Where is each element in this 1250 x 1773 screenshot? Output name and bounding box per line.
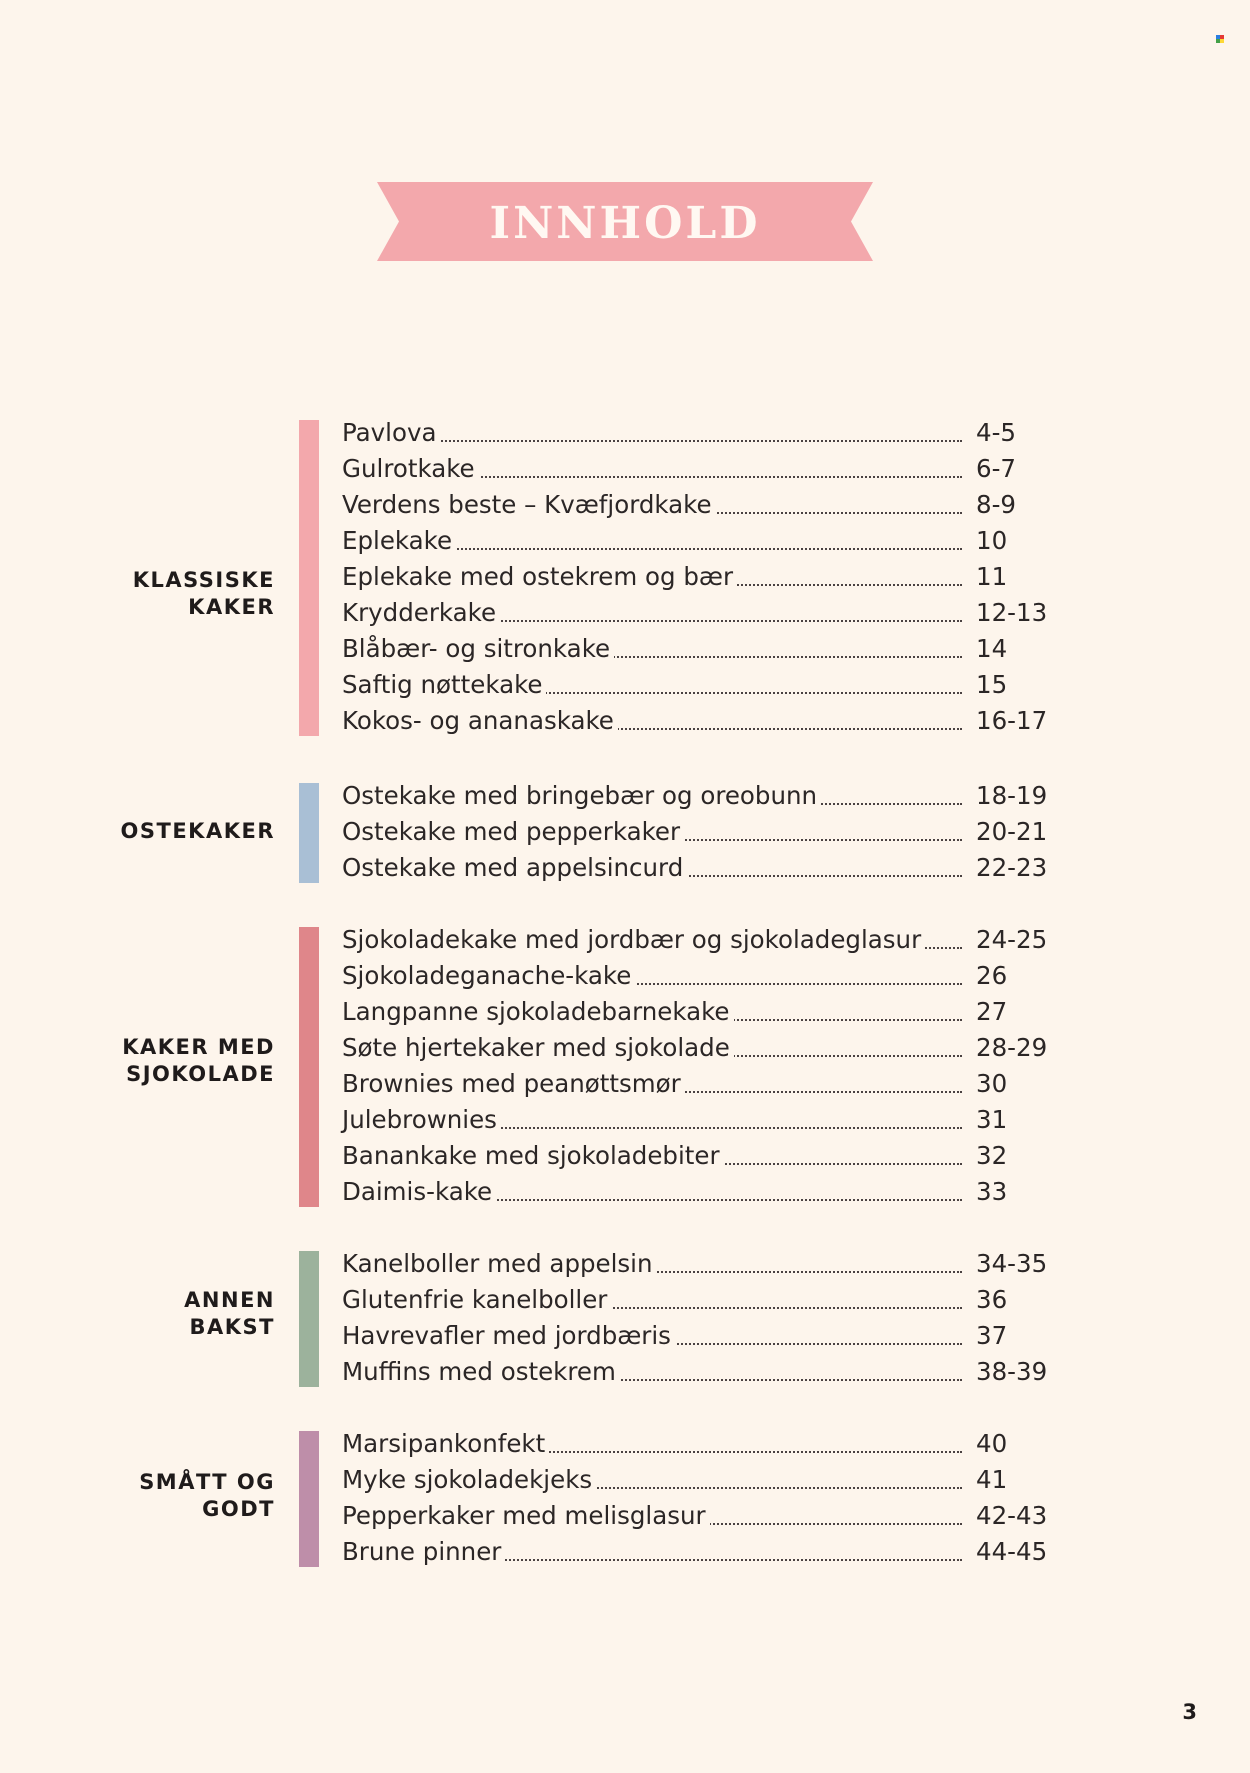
recipe-title: Julebrownies <box>342 1102 501 1138</box>
recipe-page-range: 27 <box>976 997 1008 1026</box>
recipe-title: Sjokoladekake med jordbær og sjokoladeglasur <box>342 922 925 958</box>
recipe-page-range: 10 <box>976 526 1008 555</box>
recipe-page-range: 32 <box>976 1141 1008 1170</box>
section-heading <box>139 1469 275 1523</box>
page-number: 3 <box>1182 1700 1197 1724</box>
toc-entry[interactable] <box>342 1066 1062 1102</box>
toc-entry[interactable] <box>342 994 1062 1030</box>
recipe-title: Blåbær- og sitronkake <box>342 631 614 667</box>
recipe-page-range: 16-17 <box>976 706 1048 735</box>
toc-entry[interactable] <box>342 778 1062 814</box>
toc-entry[interactable] <box>342 1318 1062 1354</box>
recipe-title: Eplekake <box>342 523 456 559</box>
recipe-page-range: 33 <box>976 1177 1008 1206</box>
recipe-title: Søte hjertekaker med sjokolade <box>342 1030 734 1066</box>
recipe-page-range: 37 <box>976 1321 1008 1350</box>
recipe-title: Brownies med peanøttsmør <box>342 1066 685 1102</box>
recipe-page-range: 8-9 <box>976 490 1017 519</box>
section-entry-list <box>342 415 1062 739</box>
recipe-page-range: 4-5 <box>976 418 1017 447</box>
section-entry-list <box>342 922 1062 1210</box>
recipe-page-range: 42-43 <box>976 1501 1048 1530</box>
toc-entry[interactable] <box>342 451 1062 487</box>
toc-entry[interactable] <box>342 487 1062 523</box>
recipe-page-range: 38-39 <box>976 1357 1048 1386</box>
toc-entry[interactable] <box>342 703 1062 739</box>
toc-entry[interactable] <box>342 1534 1062 1570</box>
recipe-page-range: 15 <box>976 670 1008 699</box>
section-color-bar <box>299 1251 319 1387</box>
recipe-title: Brune pinner <box>342 1534 505 1570</box>
section-heading-line: KAKER MED <box>122 1035 275 1059</box>
recipe-page-range: 18-19 <box>976 781 1048 810</box>
recipe-title: Muffins med ostekrem <box>342 1354 620 1390</box>
section-color-bar <box>299 1431 319 1567</box>
section-heading-line: KAKER <box>188 595 275 619</box>
section-heading <box>184 1287 275 1341</box>
toc-entry[interactable] <box>342 1462 1062 1498</box>
recipe-title: Langpanne sjokoladebarnekake <box>342 994 734 1030</box>
recipe-title: Krydderkake <box>342 595 500 631</box>
section-color-bar <box>299 927 319 1207</box>
recipe-page-range: 34-35 <box>976 1249 1048 1278</box>
recipe-page-range: 20-21 <box>976 817 1048 846</box>
recipe-title: Saftig nøttekake <box>342 667 546 703</box>
recipe-title: Havrevafler med jordbæris <box>342 1318 675 1354</box>
section-heading-line: GODT <box>202 1497 275 1521</box>
recipe-page-range: 28-29 <box>976 1033 1048 1062</box>
corner-color-mark <box>1216 35 1224 43</box>
recipe-title: Gulrotkake <box>342 451 479 487</box>
section-heading-line: SMÅTT OG <box>139 1470 275 1494</box>
recipe-page-range: 40 <box>976 1429 1008 1458</box>
recipe-title: Verdens beste – Kvæfjordkake <box>342 487 716 523</box>
recipe-title: Pavlova <box>342 415 441 451</box>
section-color-bar <box>299 783 319 883</box>
recipe-title: Glutenfrie kanelboller <box>342 1282 611 1318</box>
section-heading <box>133 567 275 621</box>
toc-entry[interactable] <box>342 814 1062 850</box>
recipe-title: Ostekake med bringebær og oreobunn <box>342 778 821 814</box>
recipe-title: Sjokoladeganache-kake <box>342 958 635 994</box>
recipe-title: Kanelboller med appelsin <box>342 1246 657 1282</box>
toc-entry[interactable] <box>342 1102 1062 1138</box>
recipe-page-range: 36 <box>976 1285 1008 1314</box>
section-entry-list <box>342 778 1062 886</box>
toc-entry[interactable] <box>342 1246 1062 1282</box>
toc-entry[interactable] <box>342 1030 1062 1066</box>
section-heading-line: BAKST <box>189 1315 275 1339</box>
recipe-page-range: 14 <box>976 634 1008 663</box>
recipe-page-range: 44-45 <box>976 1537 1048 1566</box>
page-title: INNHOLD <box>489 198 761 249</box>
recipe-title: Eplekake med ostekrem og bær <box>342 559 737 595</box>
toc-entry[interactable] <box>342 595 1062 631</box>
toc-entry[interactable] <box>342 958 1062 994</box>
section-heading-line: OSTEKAKER <box>120 819 275 843</box>
recipe-page-range: 12-13 <box>976 598 1048 627</box>
section-entry-list <box>342 1246 1062 1390</box>
toc-entry[interactable] <box>342 1354 1062 1390</box>
title-banner <box>377 182 873 261</box>
recipe-page-range: 41 <box>976 1465 1008 1494</box>
recipe-title: Pepperkaker med melisglasur <box>342 1498 710 1534</box>
recipe-page-range: 11 <box>976 562 1008 591</box>
toc-entry[interactable] <box>342 523 1062 559</box>
recipe-title: Ostekake med appelsincurd <box>342 850 687 886</box>
recipe-title: Marsipankonfekt <box>342 1426 549 1462</box>
recipe-page-range: 6-7 <box>976 454 1017 483</box>
section-entry-list <box>342 1426 1062 1570</box>
section-heading-line: ANNEN <box>184 1288 275 1312</box>
toc-entry[interactable] <box>342 1138 1062 1174</box>
toc-entry[interactable] <box>342 559 1062 595</box>
recipe-title: Daimis-kake <box>342 1174 496 1210</box>
recipe-page-range: 31 <box>976 1105 1008 1134</box>
toc-entry[interactable] <box>342 1498 1062 1534</box>
section-color-bar <box>299 420 319 736</box>
toc-entry[interactable] <box>342 1282 1062 1318</box>
toc-entry[interactable] <box>342 415 1062 451</box>
section-heading-line: KLASSISKE <box>132 568 275 592</box>
toc-entry[interactable] <box>342 1174 1062 1210</box>
section-heading <box>122 1034 275 1088</box>
recipe-page-range: 22-23 <box>976 853 1048 882</box>
recipe-page-range: 24-25 <box>976 925 1048 954</box>
recipe-page-range: 26 <box>976 961 1008 990</box>
toc-entry[interactable] <box>342 850 1062 886</box>
section-heading-line: SJOKOLADE <box>126 1062 275 1086</box>
recipe-title: Myke sjokoladekjeks <box>342 1462 596 1498</box>
recipe-title: Ostekake med pepperkaker <box>342 814 684 850</box>
toc-entry[interactable] <box>342 631 1062 667</box>
recipe-title: Kokos- og ananaskake <box>342 703 618 739</box>
recipe-page-range: 30 <box>976 1069 1008 1098</box>
section-heading <box>121 818 275 845</box>
toc-entry[interactable] <box>342 1426 1062 1462</box>
toc-entry[interactable] <box>342 667 1062 703</box>
toc-entry[interactable] <box>342 922 1062 958</box>
recipe-title: Banankake med sjokoladebiter <box>342 1138 724 1174</box>
